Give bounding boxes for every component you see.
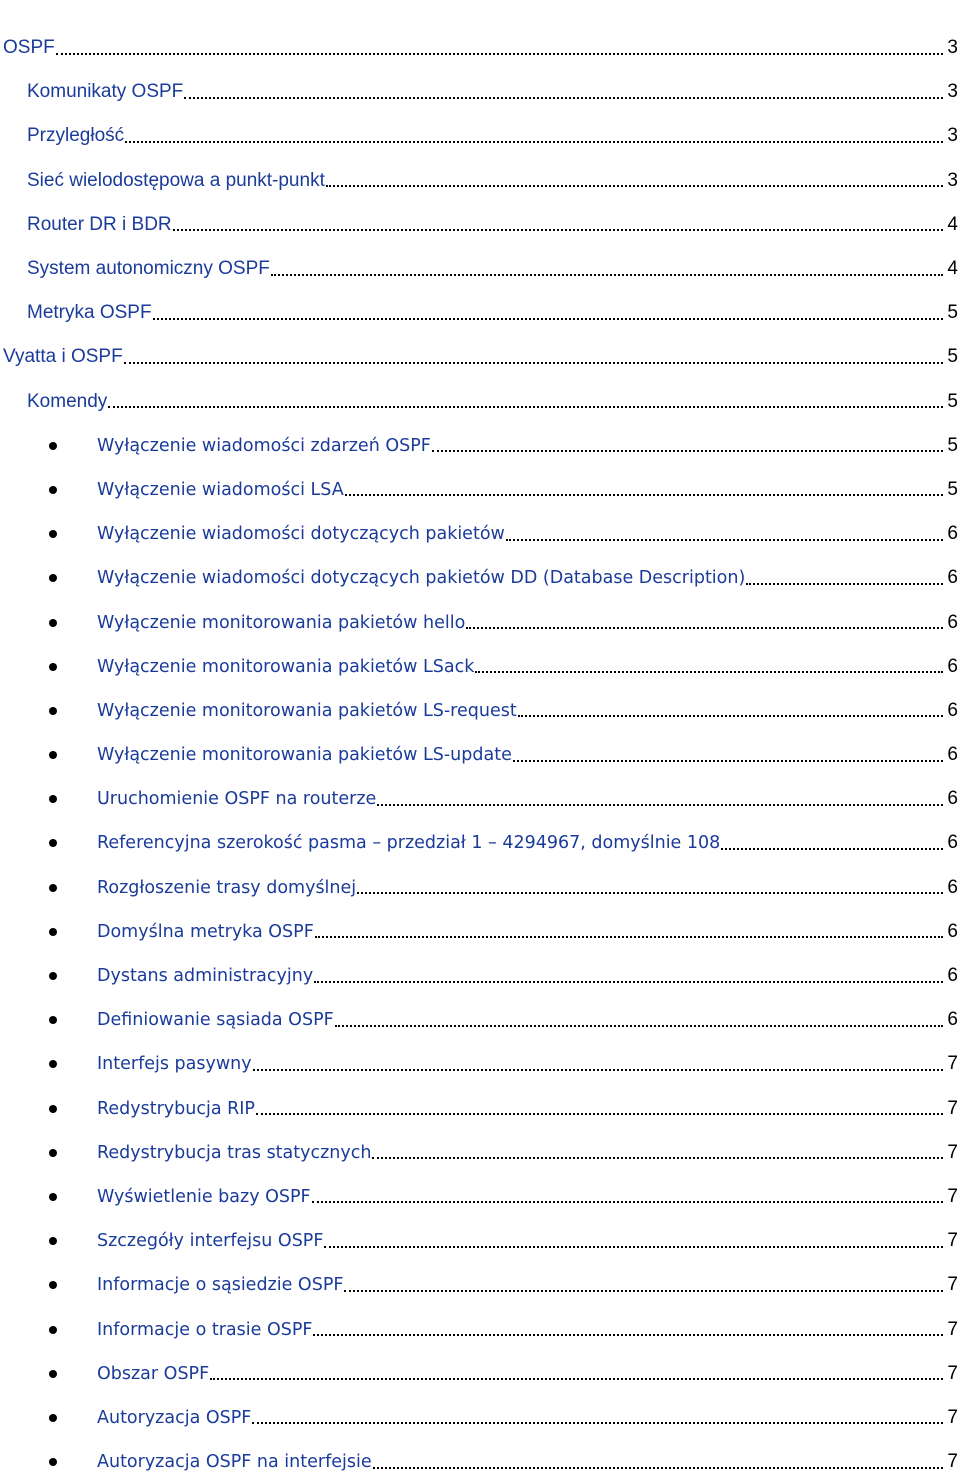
toc-entry-title[interactable]: Definiowanie sąsiada OSPF: [97, 1010, 334, 1031]
bullet-icon: [49, 1281, 57, 1289]
bullet-icon: [49, 707, 57, 715]
toc-entry-page-number[interactable]: 4: [947, 258, 958, 280]
toc-dot-leader: [357, 878, 943, 897]
toc-dot-leader: [475, 657, 943, 676]
toc-entry-title[interactable]: Komunikaty OSPF: [27, 81, 184, 103]
toc-entry-page-number[interactable]: 6: [947, 567, 958, 589]
toc-entry-title[interactable]: Informacje o trasie OSPF: [97, 1319, 313, 1340]
toc-entry-title[interactable]: Uruchomienie OSPF na routerze: [97, 789, 377, 810]
toc-entry-title[interactable]: System autonomiczny OSPF: [27, 258, 270, 280]
toc-entry-title[interactable]: Redystrybucja RIP: [97, 1098, 255, 1119]
toc-entry-title[interactable]: Obszar OSPF: [97, 1363, 210, 1384]
toc-entry-page-number[interactable]: 6: [947, 832, 958, 854]
bullet-icon: [49, 619, 57, 627]
toc-entry-page-number[interactable]: 7: [947, 1406, 958, 1428]
toc-entry-page-number[interactable]: 7: [947, 1362, 958, 1384]
toc-entry-page-number[interactable]: 5: [947, 346, 958, 368]
toc-entry[interactable]: [0, 26, 960, 70]
toc-entry-title[interactable]: Wyłączenie monitorowania pakietów LS-update: [97, 745, 512, 766]
toc-entry-page-number[interactable]: 7: [947, 1053, 958, 1075]
toc-dot-leader: [513, 746, 943, 765]
toc-entry-page-number[interactable]: 6: [947, 655, 958, 677]
bullet-icon: [49, 1458, 57, 1466]
toc-entry[interactable]: [0, 424, 960, 468]
bullet-icon: [49, 795, 57, 803]
toc-entry-page-number[interactable]: 6: [947, 876, 958, 898]
bullet-icon: [49, 1016, 57, 1024]
toc-entry-page-number[interactable]: 6: [947, 523, 958, 545]
toc-entry-page-number[interactable]: 7: [947, 1097, 958, 1119]
toc-entry[interactable]: [0, 1396, 960, 1440]
toc-dot-leader: [271, 260, 943, 279]
toc-dot-leader: [324, 1232, 943, 1251]
bullet-icon: [49, 1105, 57, 1113]
bullet-icon: [49, 1326, 57, 1334]
bullet-icon: [49, 1237, 57, 1245]
toc-entry-title[interactable]: Przyległość: [27, 125, 125, 147]
toc-dot-leader: [506, 525, 943, 544]
toc-entry[interactable]: [0, 291, 960, 335]
bullet-icon: [49, 928, 57, 936]
toc-dot-leader: [313, 1320, 943, 1339]
toc-dot-leader: [210, 1364, 943, 1383]
toc-entry[interactable]: [0, 203, 960, 247]
toc-entry-page-number[interactable]: 7: [947, 1318, 958, 1340]
toc-entry-page-number[interactable]: 3: [947, 169, 958, 191]
toc-entry-page-number[interactable]: 7: [947, 1185, 958, 1207]
toc-dot-leader: [335, 1011, 943, 1030]
toc-entry-title[interactable]: Wyłączenie monitorowania pakietów LSack: [97, 656, 475, 677]
toc-dot-leader: [432, 436, 943, 455]
toc-dot-leader: [184, 83, 943, 102]
toc-entry-page-number[interactable]: 5: [947, 390, 958, 412]
table-of-contents: [0, 26, 960, 1484]
toc-dot-leader: [377, 790, 943, 809]
toc-entry[interactable]: [0, 1352, 960, 1396]
toc-entry[interactable]: [0, 645, 960, 689]
bullet-icon: [49, 1414, 57, 1422]
bullet-icon: [49, 1149, 57, 1157]
toc-dot-leader: [315, 922, 943, 941]
toc-entry-title[interactable]: Wyłączenie wiadomości dotyczących pakietów: [97, 524, 505, 545]
toc-entry-page-number[interactable]: 6: [947, 611, 958, 633]
toc-entry[interactable]: [0, 1219, 960, 1263]
bullet-icon: [49, 530, 57, 538]
toc-entry-title[interactable]: Sieć wielodostępowa a punkt-punkt: [27, 169, 325, 191]
toc-dot-leader: [326, 171, 943, 190]
toc-dot-leader: [466, 613, 943, 632]
bullet-icon: [49, 751, 57, 759]
bullet-icon: [49, 839, 57, 847]
toc-entry[interactable]: [0, 70, 960, 114]
toc-dot-leader: [252, 1408, 943, 1427]
toc-entry-title[interactable]: Wyłączenie wiadomości dotyczących pakietów DD (Database Description): [97, 568, 746, 589]
toc-entry-page-number[interactable]: 5: [947, 434, 958, 456]
toc-entry[interactable]: [0, 998, 960, 1042]
toc-entry-page-number[interactable]: 7: [947, 1230, 958, 1252]
toc-entry-page-number[interactable]: 5: [947, 478, 958, 500]
toc-entry[interactable]: [0, 821, 960, 865]
toc-entry[interactable]: [0, 1131, 960, 1175]
toc-entry-title[interactable]: Szczegóły interfejsu OSPF: [97, 1231, 324, 1252]
toc-dot-leader: [173, 215, 943, 234]
toc-dot-leader: [746, 569, 943, 588]
toc-entry-title[interactable]: Referencyjna szerokość pasma – przedział 1 – 4294967, domyślnie 108: [97, 833, 721, 854]
toc-entry-title[interactable]: Wyłączenie monitorowania pakietów hello: [97, 612, 466, 633]
toc-entry-title[interactable]: Redystrybucja tras statycznych: [97, 1142, 372, 1163]
toc-entry[interactable]: [0, 380, 960, 424]
toc-entry-page-number[interactable]: 7: [947, 1274, 958, 1296]
bullet-icon: [49, 486, 57, 494]
toc-entry-title[interactable]: Metryka OSPF: [27, 302, 152, 324]
toc-entry[interactable]: [0, 954, 960, 998]
toc-entry[interactable]: [0, 910, 960, 954]
toc-entry[interactable]: [0, 159, 960, 203]
toc-entry[interactable]: [0, 733, 960, 777]
toc-dot-leader: [108, 392, 943, 411]
toc-entry[interactable]: [0, 114, 960, 158]
toc-dot-leader: [312, 1187, 943, 1206]
toc-dot-leader: [56, 39, 943, 58]
toc-dot-leader: [253, 1055, 943, 1074]
bullet-icon: [49, 442, 57, 450]
toc-entry-title[interactable]: Rozgłoszenie trasy domyślnej: [97, 877, 357, 898]
toc-entry-title[interactable]: Autoryzacja OSPF: [97, 1407, 252, 1428]
bullet-icon: [49, 972, 57, 980]
toc-dot-leader: [125, 127, 943, 146]
toc-entry[interactable]: [0, 512, 960, 556]
toc-dot-leader: [153, 304, 943, 323]
toc-entry-title[interactable]: Interfejs pasywny: [97, 1054, 252, 1075]
toc-entry-page-number[interactable]: 6: [947, 920, 958, 942]
toc-entry[interactable]: [0, 335, 960, 379]
toc-dot-leader: [721, 834, 943, 853]
toc-entry-title[interactable]: Autoryzacja OSPF na interfejsie: [97, 1452, 372, 1473]
toc-dot-leader: [314, 967, 943, 986]
toc-entry-title[interactable]: Wyłączenie monitorowania pakietów LS-request: [97, 700, 517, 721]
toc-entry-page-number[interactable]: 6: [947, 965, 958, 987]
toc-entry[interactable]: [0, 777, 960, 821]
toc-entry-title[interactable]: Wyświetlenie bazy OSPF: [97, 1186, 311, 1207]
toc-entry-title[interactable]: OSPF: [3, 37, 55, 59]
toc-entry-title[interactable]: Domyślna metryka OSPF: [97, 921, 314, 942]
toc-entry-page-number[interactable]: 6: [947, 744, 958, 766]
toc-entry-page-number[interactable]: 3: [947, 81, 958, 103]
toc-entry-title[interactable]: Dystans administracyjny: [97, 966, 314, 987]
toc-entry-page-number[interactable]: 3: [947, 37, 958, 59]
toc-entry-page-number[interactable]: 6: [947, 1009, 958, 1031]
toc-entry[interactable]: [0, 1042, 960, 1086]
bullet-icon: [49, 663, 57, 671]
toc-entry-title[interactable]: Wyłączenie wiadomości LSA: [97, 479, 344, 500]
toc-entry[interactable]: [0, 689, 960, 733]
toc-entry[interactable]: [0, 468, 960, 512]
toc-entry-title[interactable]: Informacje o sąsiedzie OSPF: [97, 1275, 344, 1296]
toc-entry-page-number[interactable]: 6: [947, 699, 958, 721]
bullet-icon: [49, 1193, 57, 1201]
toc-dot-leader: [372, 1143, 943, 1162]
toc-entry-title[interactable]: Wyłączenie wiadomości zdarzeń OSPF: [97, 435, 431, 456]
bullet-icon: [49, 884, 57, 892]
toc-entry[interactable]: [0, 600, 960, 644]
toc-entry[interactable]: [0, 1440, 960, 1484]
toc-entry-page-number[interactable]: 5: [947, 302, 958, 324]
bullet-icon: [49, 1370, 57, 1378]
bullet-icon: [49, 574, 57, 582]
toc-entry-title[interactable]: Komendy: [27, 390, 108, 412]
bullet-icon: [49, 1060, 57, 1068]
toc-entry-title[interactable]: Vyatta i OSPF: [3, 346, 123, 368]
toc-dot-leader: [345, 480, 943, 499]
toc-dot-leader: [518, 701, 943, 720]
toc-entry-title[interactable]: Router DR i BDR: [27, 213, 172, 235]
toc-entry[interactable]: [0, 866, 960, 910]
toc-entry-page-number[interactable]: 3: [947, 125, 958, 147]
toc-entry-page-number[interactable]: 7: [947, 1451, 958, 1473]
toc-entry-page-number[interactable]: 4: [947, 213, 958, 235]
toc-entry[interactable]: [0, 1175, 960, 1219]
toc-entry[interactable]: [0, 1263, 960, 1307]
toc-dot-leader: [124, 348, 943, 367]
toc-entry-page-number[interactable]: 7: [947, 1141, 958, 1163]
toc-dot-leader: [344, 1276, 943, 1295]
toc-dot-leader: [373, 1453, 943, 1472]
toc-entry[interactable]: [0, 1087, 960, 1131]
toc-dot-leader: [256, 1099, 943, 1118]
toc-entry[interactable]: [0, 1307, 960, 1351]
toc-entry[interactable]: [0, 556, 960, 600]
toc-entry[interactable]: [0, 247, 960, 291]
toc-entry-page-number[interactable]: 6: [947, 788, 958, 810]
